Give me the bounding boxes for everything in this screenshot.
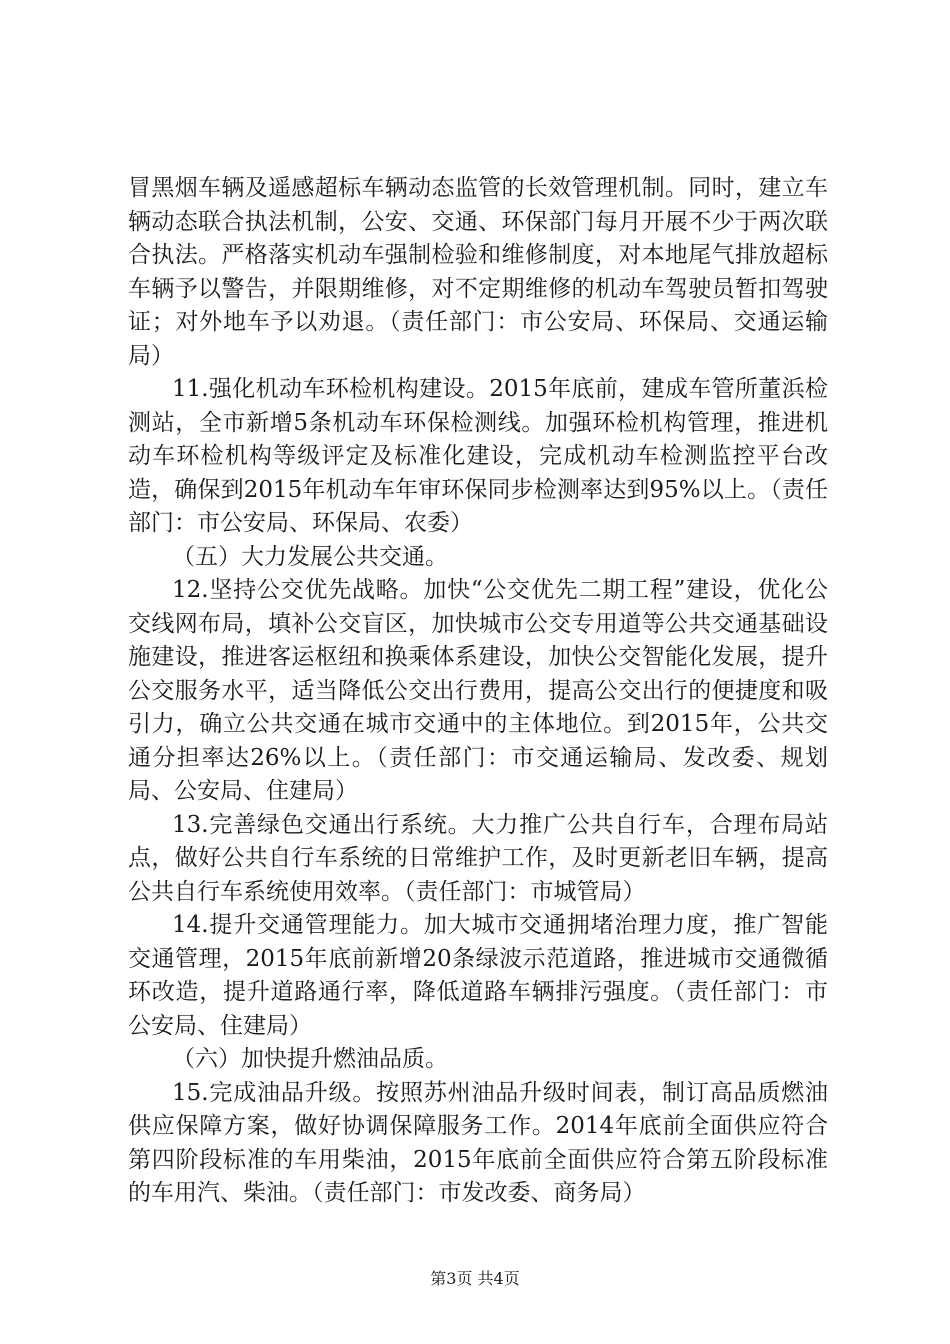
section-heading-6: （六）加快提升燃油品质。 — [172, 1046, 448, 1072]
section-heading-5: （五）大力发展公共交通。 — [172, 543, 448, 570]
paragraph-continuation: 冒黑烟车辆及遥感超标车辆动态监管的长效管理机制。同时，建立车辆动态联合执法机制，公安、交通、环保部门每月开展不少于两次联合执法。严格落实机动车强制检验和维修制度，对本地尾气排放超标车辆予以警告，并限期维修，对不定期维修的机动车驾驶员暂扣驾驶证；对外地车予以劝退。（责任部门：市公安局、环保局、交通运输局） — [128, 175, 828, 369]
paragraph-item-11: 11.强化机动车环检机构建设。2015年底前，建成车管所董浜检测站，全市新增5条机动车环保检测线。加强环检机构管理，推进机动车环检机构等级评定及标准化建设，完成机动车检测监控平台改造，确保到2015年机动车年审环保同步检测率达到95%以上。（责任部门：市公安局、环保局、农委） — [128, 376, 828, 536]
page-footer: 第3页 共4页 — [430, 1269, 520, 1288]
paragraph-item-14: 14.提升交通管理能力。加大城市交通拥堵治理力度，推广智能交通管理，2015年底前新增20条绿波示范道路，推进城市交通微循环改造，提升道路通行率，降低道路车辆排污强度。（责任部门：市公安局、住建局） — [128, 912, 828, 1039]
paragraph-item-12: 12.坚持公交优先战略。加快“公交优先二期工程”建设，优化公交线网布局，填补公交盲区，加快城市公交专用道等公共交通基础设施建设，推进客运枢纽和换乘体系建设，加快公交智能化发展，提升公交服务水平，适当降低公交出行费用，提高公交出行的便捷度和吸引力，确立公共交通在城市交通中的主体地位。到2015年，公共交通分担率达26%以上。（责任部门：市交通运输局、发改委、规划局、公安局、住建局） — [128, 577, 828, 804]
document-body — [128, 172, 828, 1211]
paragraph-item-13: 13.完善绿色交通出行系统。大力推广公共自行车，合理布局站点，做好公共自行车系统的日常维护工作，及时更新老旧车辆，提高公共自行车系统使用效率。（责任部门：市城管局） — [128, 811, 828, 905]
paragraph-item-15: 15.完成油品升级。按照苏州油品升级时间表，制订高品质燃油供应保障方案，做好协调保障服务工作。2014年底前全面供应符合第四阶段标准的车用柴油，2015年底前全面供应符合第五阶段标准的车用汽、柴油。（责任部门：市发改委、商务局） — [128, 1079, 828, 1206]
